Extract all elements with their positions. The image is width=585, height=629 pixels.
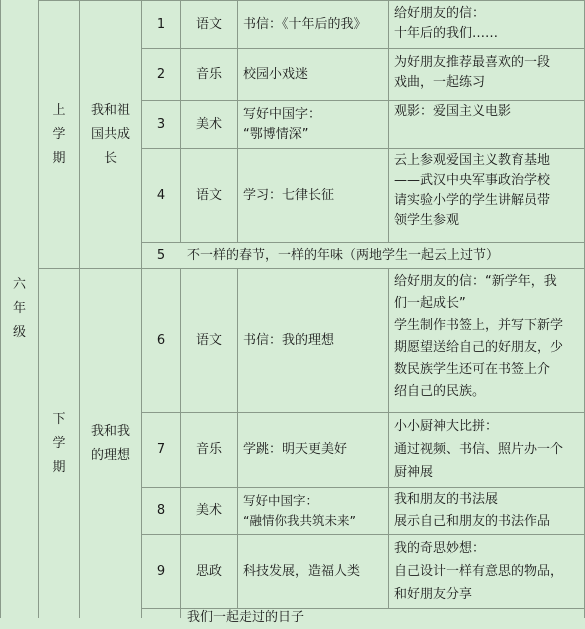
row-content: 学跳：明天更美好: [243, 442, 348, 457]
row-activity: 云上参观爱国主义教育基地 ——武汉中央军事政治学校 请实验小学的学生讲解员带 领学生参观: [394, 153, 551, 228]
row-activity: 为好朋友推荐最喜欢的一段 戏曲，一起练习: [394, 55, 551, 90]
row-merged-text: 不一样的春节，一样的年味（两地学生一起云上过节）: [187, 247, 500, 263]
row-subject: 美术: [195, 116, 222, 132]
row-subject: 思政: [195, 563, 222, 579]
semester-second: 下 学 期: [52, 411, 66, 475]
row-number: 9: [156, 563, 166, 579]
row-content: 书信：我的理想: [243, 332, 335, 348]
row-number: 3: [156, 116, 166, 132]
row-number: 1: [156, 16, 166, 32]
row-number: 2: [156, 66, 166, 82]
row-subject: 音乐: [195, 442, 222, 457]
grade-label: 六 年 级: [12, 277, 26, 340]
row-activity: 观影：爱国主义电影: [394, 104, 512, 119]
row-number: 4: [156, 187, 166, 203]
row-subject: 语文: [195, 16, 222, 32]
row-activity: 小小厨神大比拼： 通过视频、书信、照片办一个 厨神展: [394, 419, 564, 480]
row-number: 6: [156, 332, 166, 348]
row-number: 5: [156, 247, 166, 263]
row-content: 学习：七律长征: [243, 187, 335, 203]
row-activity: 给好朋友的信：“新学年，我 们一起成长” 学生制作书签上，并写下新学 期愿望送给自己的好朋友，少 数民族学生还可在书签上介 绍自己的民族。: [394, 274, 564, 399]
theme-first: 我和祖 国共成 长: [90, 102, 130, 166]
row-content: 写好中国字： “鄂博情深”: [243, 106, 322, 142]
row-activity: 我的奇思妙想： 自己设计一样有意思的物品， 和好朋友分享: [394, 541, 564, 602]
row-activity: 给好朋友的信： 十年后的我们……: [394, 6, 499, 41]
row-content: 书信：《十年后的我》: [243, 16, 367, 32]
row-subject: 语文: [195, 187, 222, 203]
row-activity: 我和朋友的书法展 展示自己和朋友的书法作品: [394, 492, 551, 529]
row-content: 科技发展，造福人类: [243, 563, 361, 579]
row-subject: 语文: [195, 332, 222, 348]
row-subject: 音乐: [195, 66, 222, 82]
row-content: 写好中国字： “融情你我共筑未来”: [243, 493, 356, 528]
row-number: 8: [156, 503, 166, 518]
row-subject: 美术: [195, 503, 222, 518]
row-content: 校园小戏迷: [243, 66, 309, 82]
row-number: 7: [156, 442, 166, 457]
semester-first: 上 学 期: [52, 102, 66, 166]
row-merged-text: 我们一起走过的日子: [187, 610, 305, 625]
theme-second: 我和我 的理想: [90, 423, 130, 463]
